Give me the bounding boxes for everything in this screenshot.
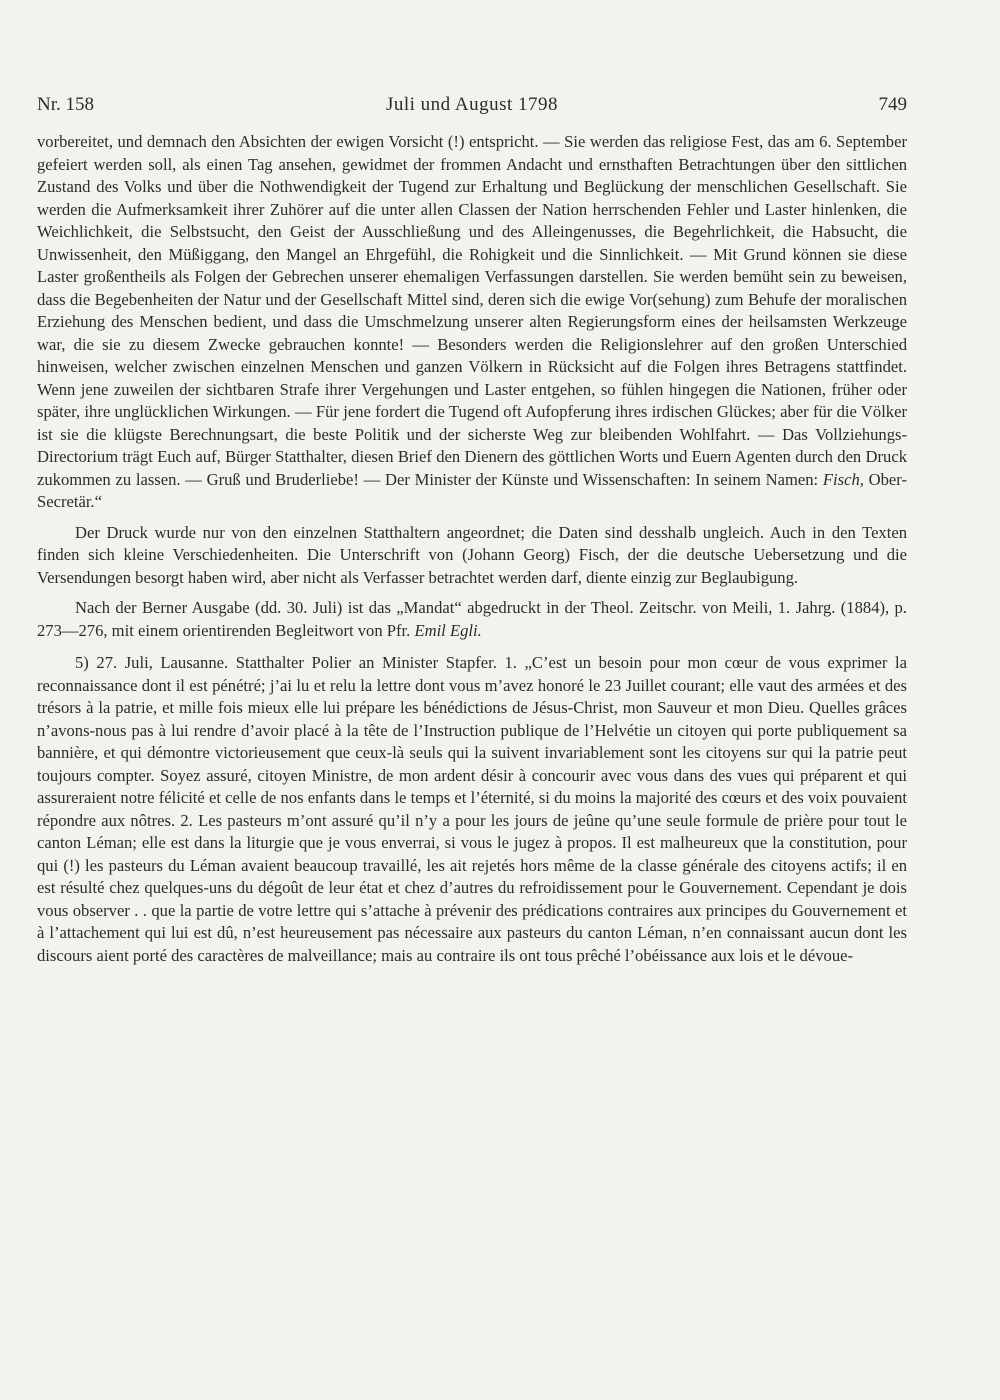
paragraph-continuation xyxy=(37,131,907,514)
paragraph-print-note: Der Druck wurde nur von den einzelnen Statthaltern angeordnet; die Daten sind desshalb ungleich. Auch in den Texten finden sich kleine Verschiedenheiten. Die Unterschrift von (Johann Georg) Fisch, der die deutsche Uebersetzung und die Versendungen besorgt haben wird, aber nicht als Verfasser betrachtet werden darf, diente einzig zur Beglaubigung. xyxy=(37,522,907,587)
paragraph-edition-note xyxy=(37,597,907,642)
body-text xyxy=(37,131,907,967)
author-name: Emil Egli. xyxy=(414,620,482,640)
signature-name: Fisch, xyxy=(822,469,864,489)
signature-title: Ober-Secretär.“ xyxy=(37,469,908,511)
document-number: Nr. 158 xyxy=(37,94,94,115)
paragraph-text: Nach der Berner Ausgabe (dd. 30. Juli) ist das „Mandat“ abgedruckt in der Theol. Zeitschr. von Meili, 1. Jahrg. (1884), p. 273—276, mit einem orientirenden Begleitwort von Pfr. xyxy=(37,598,907,640)
paragraph-text: vorbereitet, und demnach den Absichten der ewigen Vorsicht (!) entspricht. — Sie werden das religiose Fest, das am 6. September gefeiert werden soll, als einen Tag ansehen, gewidmet der frommen Andacht und ernsthaften Betrachtungen über den sittlichen Zustand des Volks und über die Nothwendigkeit der Tugend zur Erhaltung und Beglückung der menschlichen Gesellschaft. Sie werden die Aufmerksamkeit ihrer Zuhörer auf die unter allen Classen der Nation herrschenden Fehler und Laster hinlenken, die Weichlichkeit, die Selbstsucht, den Geist der Ausschließung und des Alleingenusses, die Begehrlichkeit, die Habsucht, die Unwissenheit, den Müßiggang, den Mangel an Ehrgefühl, die Rohigkeit und die Sinnlichkeit. — Mit Grund können sie diese Laster großentheils als Folgen der Gebrechen unserer ehemaligen Verfassungen darstellen. Sie werden bemüht sein zu beweisen, dass die Begebenheiten der Natur und der Gesellschaft Mittel sind, deren sich die ewige Vor(sehung) zum Behufe der moralischen Erziehung des Menschen bedient, und dass die Umschmelzung unserer alten Regierungsform eines der heilsamsten Werkzeuge war, die sie zu diesem Zwecke gebrauchen konnte! — Besonders werden die Religionslehrer auf den großen Unterschied hinweisen, welcher zwischen einzelnen Menschen und ganzen Völkern in Rücksicht auf die Folgen ihres Betragens stattfindet. Wenn jene zuweilen der sichtbaren Strafe ihrer Vergehungen und Laster entgehen, so fühlen hingegen die Nationen, früher oder später, ihre unglücklichen Wirkungen. — Für jene fordert die Tugend oft Aufopferung ihres irdischen Glückes; aber für die Völker ist sie die klügste Berechnungsart, die beste Politik und der sicherste Weg zur bleibenden Wohlfahrt. — Das Vollziehungs-Directorium trägt Euch auf, Bürger Statthalter, diesen Brief den Dienern des göttlichen Worts und Euern Agenten durch den Druck zukommen zu lassen. — Gruß und Bruderliebe! — Der Minister der Künste und Wissenschaften: In seinem Namen: xyxy=(37,132,907,489)
page-number: 749 xyxy=(878,94,907,115)
paragraph-letter-polier: 5) 27. Juli, Lausanne. Statthalter Polier an Minister Stapfer. 1. „C’est un besoin pour mon cœur de vous exprimer la reconnaissance dont il est pénétré; j’ai lu et relu la lettre dont vous m’avez honoré le 23 Juillet courant; elle vaut des armées et des trésors à la patrie, et mille fois mieux elle lui prépare les bénédictions de Jésus-Christ, mon Sauveur et mon Dieu. Quelles grâces n’avons-nous pas à lui rendre d’avoir placé à la tête de l’Instruction publique de l’Helvétie un citoyen qui porte publiquement sa bannière, et qui démontre victorieusement que ceux-là seuls qui la suivent invariablement sont les citoyens sur qui la patrie peut toujours compter. Soyez assuré, citoyen Ministre, de mon ardent désir à concourir avec vous dans des vues qui préparent et qui assureraient notre félicité et celle de nos enfants dans le temps et l’éternité, si du moins la majorité des cœurs et des voix pouvaient répondre aux nôtres. 2. Les pasteurs m’ont assuré qu’il n’y a pour les jours de jeûne qu’une seule formule de prière pour tout le canton Léman; elle est dans la liturgie que je vous enverrai, si vous le jugez à propos. Il est malheureux que la constitution, pour qui (!) les pasteurs du Léman avaient beaucoup travaillé, les ait rejetés hors même de la classe générale des citoyens actifs; il en est résulté chez quelques-uns du dégoût de leur état et chez d’autres du refroidissement pour le Gouvernement. Cependant je dois vous observer . . que la partie de votre lettre qui s’attache à prévenir des prédications contraires aux principes du Gouvernement et à l’attachement qui lui est dû, n’est heureusement pas nécessaire aux pasteurs du canton Léman, n’en connaissant aucun dont les discours aient porté des caractères de malveillance; mais au contraire ils ont tous prêché l’obéissance aux lois et le dévoue- xyxy=(37,653,907,965)
page-header xyxy=(37,92,907,118)
page-heading: Juli und August 1798 xyxy=(385,94,559,115)
